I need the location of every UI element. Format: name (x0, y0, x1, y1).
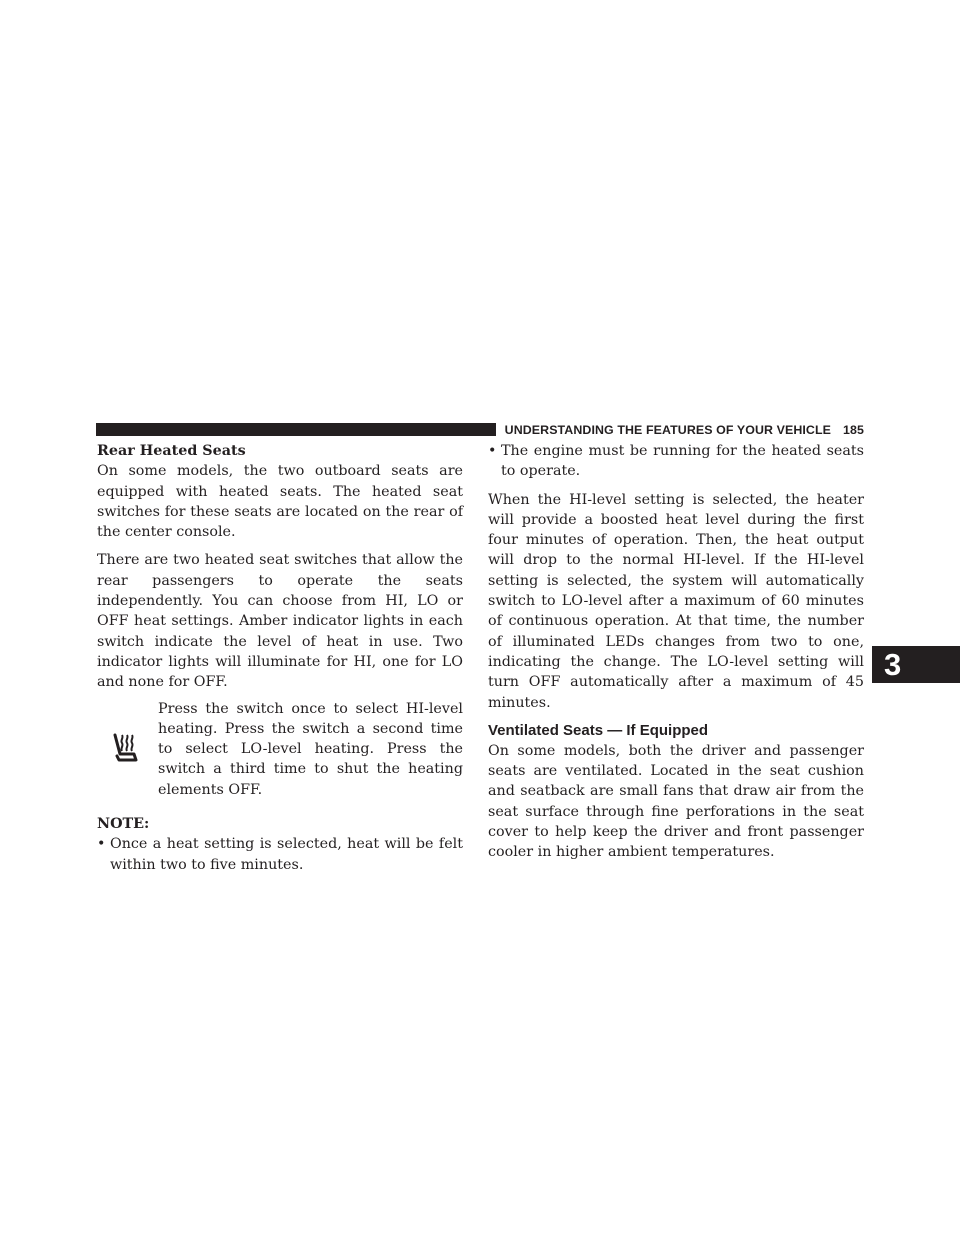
icon-instruction-text: Press the switch once to select HI-level heating. Press the switch a second time to select LO-level heating. Press the switch a third time to shut the heating elements OFF. (158, 700, 463, 798)
chapter-tab (872, 646, 960, 683)
bullet-item (488, 441, 864, 482)
icon-instruction-block (97, 699, 463, 800)
paragraph-ventilated: On some models, both the driver and passenger seats are ventilated. Located in the seat cushion and seatback are small fans that draw air from the seat surface through fine perforations in the seat cover to help keep the driver and front passenger cooler in higher ambient temperatures. (488, 742, 864, 861)
bullet-item (97, 834, 463, 875)
rear-heated-seats-heading: Rear Heated Seats (97, 443, 246, 459)
bullet-text: The engine must be running for the heated seats to operate. (501, 443, 864, 480)
right-column (488, 441, 864, 863)
bullet-text: Once a heat setting is selected, heat will be felt within two to five minutes. (110, 836, 463, 873)
paragraph-intro: On some models, the two outboard seats are equipped with heated seats. The heated seat switches for these seats are located on the rear of the center console. (97, 463, 463, 541)
note-label: NOTE: (97, 816, 150, 833)
section-title: UNDERSTANDING THE FEATURES OF YOUR VEHICLE (504, 422, 832, 437)
left-column (97, 441, 463, 875)
page-header (96, 423, 864, 436)
header-title (496, 423, 864, 437)
paragraph-switches: There are two heated seat switches that allow the rear passengers to operate the seats independently. You can choose from HI, LO or OFF heat settings. Amber indicator lights in each switch indicate the level of heat in use. Two indicator lights will illuminate for HI, one for LO and none for OFF. (97, 552, 463, 691)
bullet-dot: • (488, 443, 497, 459)
heated-seat-icon (97, 699, 158, 800)
bullet-dot: • (97, 836, 106, 853)
chapter-number: 3 (884, 647, 902, 682)
ventilated-seats-heading: Ventilated Seats — If Equipped (488, 721, 709, 739)
header-rule (96, 423, 496, 436)
paragraph-hi-level: When the HI-level setting is selected, the heater will provide a boosted heat level during the first four minutes of operation. Then, the heat output will drop to the normal HI-level. If the HI-level setting is selected, the system will automatically switch to LO-level after a maximum of 60 minutes of continuous operation. At that time, the number of illuminated LEDs changes from two to one, indicating the change. The LO-level setting will turn OFF automatically after a maximum of 45 minutes. (488, 491, 864, 711)
page-number: 185 (843, 422, 864, 437)
